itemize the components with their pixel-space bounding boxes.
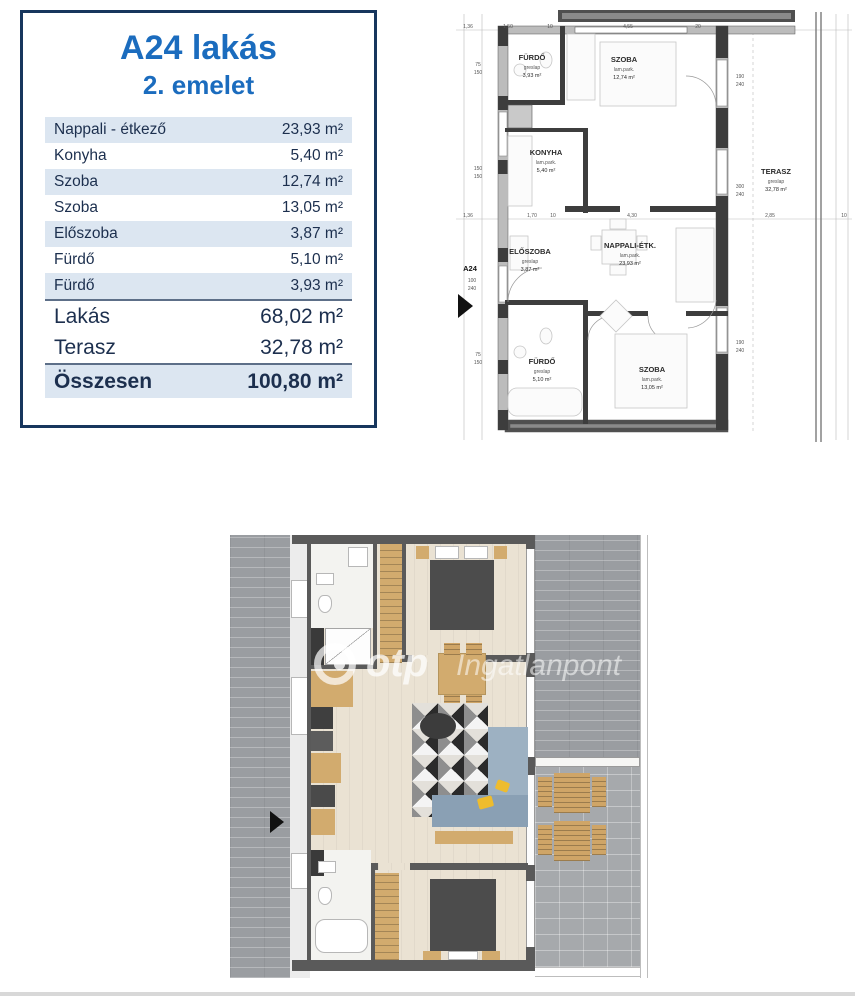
rendered-floorplan [230, 535, 648, 990]
nightstand [494, 546, 507, 559]
table-row [45, 143, 352, 169]
room-area: 5,40 m² [290, 147, 343, 164]
room-area: 13,05 m² [281, 199, 343, 216]
room-floor: greslap [533, 369, 551, 375]
room-floor: lam.park. [535, 160, 557, 166]
bed [430, 560, 494, 630]
svg-text:4,55: 4,55 [623, 24, 633, 30]
room-floor: greslap [767, 179, 785, 185]
bottom-divider [0, 992, 855, 996]
terrace-railing [640, 535, 648, 978]
svg-text:2,85: 2,85 [765, 213, 775, 219]
table-row [45, 169, 352, 195]
room-area: 23,93 m² [281, 121, 343, 138]
entrance-arrow-icon [270, 811, 284, 833]
watermark-brand: otp [366, 641, 429, 685]
pillow [464, 546, 488, 559]
room-label: Fürdő [54, 277, 95, 294]
room-label: Előszoba [54, 225, 118, 242]
room-floor: lam.park. [641, 377, 663, 383]
svg-text:100: 100 [467, 278, 477, 284]
room-area: 3,93 m² [290, 277, 343, 294]
room-label: Szoba [54, 199, 98, 216]
summary-area: 68,02 m² [260, 304, 343, 328]
wardrobe [375, 873, 399, 960]
terrace-railing [816, 12, 821, 442]
room-label: Fürdő [54, 251, 95, 268]
kitchen-counter [311, 809, 335, 835]
room-area: 3,93 m² [522, 73, 542, 79]
room-label: Szoba [54, 173, 98, 190]
toilet [318, 887, 332, 905]
area-table-panel [20, 10, 377, 428]
room-name: FÜRDŐ [518, 53, 546, 62]
room-floor: greslap [523, 65, 541, 71]
watermark-name: Ingatlanpont [456, 649, 622, 682]
room-floor: greslap [521, 259, 539, 265]
kitchen-appliance [311, 785, 335, 807]
terrace-chair [538, 777, 552, 807]
room-name: TERASZ [761, 167, 791, 176]
room-area: 13,05 m² [641, 385, 663, 391]
svg-text:190: 190 [735, 340, 745, 346]
table-row [45, 221, 352, 247]
architectural-floorplan [450, 0, 855, 450]
svg-text:10: 10 [841, 213, 847, 219]
unit-marker [458, 264, 478, 318]
washing-machine [348, 547, 368, 567]
door-opening [378, 863, 410, 870]
kitchen-counter [311, 753, 341, 783]
terrace-chair [592, 777, 606, 807]
svg-text:150: 150 [473, 70, 483, 76]
room-area: 5,40 m² [536, 168, 556, 174]
svg-text:75: 75 [475, 62, 481, 68]
table-row [45, 117, 352, 143]
summary-area: 32,78 m² [260, 335, 343, 359]
room-area: 12,74 m² [281, 173, 343, 190]
room-area: 12,74 m² [613, 75, 635, 81]
summary-row-lakas [45, 301, 352, 332]
svg-text:10: 10 [547, 24, 553, 30]
entrance-arrow-icon [458, 294, 473, 318]
room-area: 5,10 m² [290, 251, 343, 268]
kitchen-appliance [311, 731, 333, 751]
watermark [308, 639, 648, 699]
summary-label: Lakás [54, 304, 111, 328]
svg-text:1,36: 1,36 [463, 24, 473, 30]
sideboard [435, 831, 513, 844]
svg-text:240: 240 [735, 192, 745, 198]
svg-text:150: 150 [473, 360, 483, 366]
sink [316, 573, 334, 585]
svg-text:1,50: 1,50 [503, 24, 513, 30]
room-name: SZOBA [610, 55, 638, 64]
coffee-table [420, 713, 456, 739]
glass-wall-living [535, 757, 640, 767]
total-row [45, 365, 352, 398]
room-name: SZOBA [638, 365, 666, 374]
total-label: Összesen [54, 369, 153, 393]
area-table [45, 117, 352, 398]
total-area: 100,80 m² [247, 369, 343, 393]
svg-text:240: 240 [735, 348, 745, 354]
svg-text:1,36: 1,36 [463, 213, 473, 219]
bathtub [315, 919, 368, 953]
table-row [45, 195, 352, 221]
parapet-wall [558, 10, 795, 22]
terrace-chair [538, 825, 552, 855]
wall-top [292, 535, 535, 544]
bed-bench [423, 951, 441, 960]
bed [430, 879, 496, 951]
room-floor: lam.park. [613, 67, 635, 73]
room-label: Konyha [54, 147, 107, 164]
toilet [318, 595, 332, 613]
svg-text:150: 150 [473, 174, 483, 180]
room-area: 3,87 m² [290, 225, 343, 242]
room-name: FÜRDŐ [528, 357, 556, 366]
svg-text:20: 20 [695, 24, 701, 30]
room-area: 5,10 m² [532, 377, 552, 383]
table-row [45, 247, 352, 273]
room-floor: lam.park. [619, 253, 641, 259]
room-area: 23,93 m² [619, 261, 641, 267]
svg-text:300: 300 [735, 184, 745, 190]
otp-logo-dot-icon [334, 659, 345, 670]
kitchen-appliance [311, 707, 333, 729]
unit-marker-label: A24 [463, 264, 477, 273]
floor-subtitle: 2. emelet [142, 70, 255, 100]
wall-bottom [292, 960, 535, 971]
wall-pier [526, 947, 535, 960]
sink [318, 861, 336, 873]
svg-text:4,30: 4,30 [627, 213, 637, 219]
terrace-table [554, 773, 590, 813]
terrace-deck-left [230, 535, 290, 978]
pillow [435, 546, 459, 559]
wall-pier [526, 535, 535, 549]
nightstand [416, 546, 429, 559]
table-row [45, 273, 352, 299]
room-label: Nappali - étkező [54, 121, 167, 138]
bed-bench [482, 951, 500, 960]
room-area: 3,87 m² [520, 267, 540, 273]
svg-text:150: 150 [473, 166, 483, 172]
svg-text:190: 190 [735, 74, 745, 80]
room-name: ELŐSZOBA [509, 247, 551, 256]
svg-text:75: 75 [475, 352, 481, 358]
room-name: NAPPALI-ÉTK. [604, 241, 656, 250]
terrace-chair [592, 825, 606, 855]
svg-text:1,70: 1,70 [527, 213, 537, 219]
summary-label: Terasz [54, 335, 116, 359]
svg-text:240: 240 [467, 286, 477, 292]
terrace-table [554, 821, 590, 861]
terrace-railing-bottom [535, 967, 640, 977]
room-name: KONYHA [529, 148, 563, 157]
svg-text:240: 240 [735, 82, 745, 88]
svg-text:10: 10 [550, 213, 556, 219]
apartment-title: A24 lakás [120, 29, 277, 67]
bed-footboard [448, 951, 478, 960]
room-area: 32,78 m² [765, 187, 787, 193]
summary-row-terasz [45, 332, 352, 363]
